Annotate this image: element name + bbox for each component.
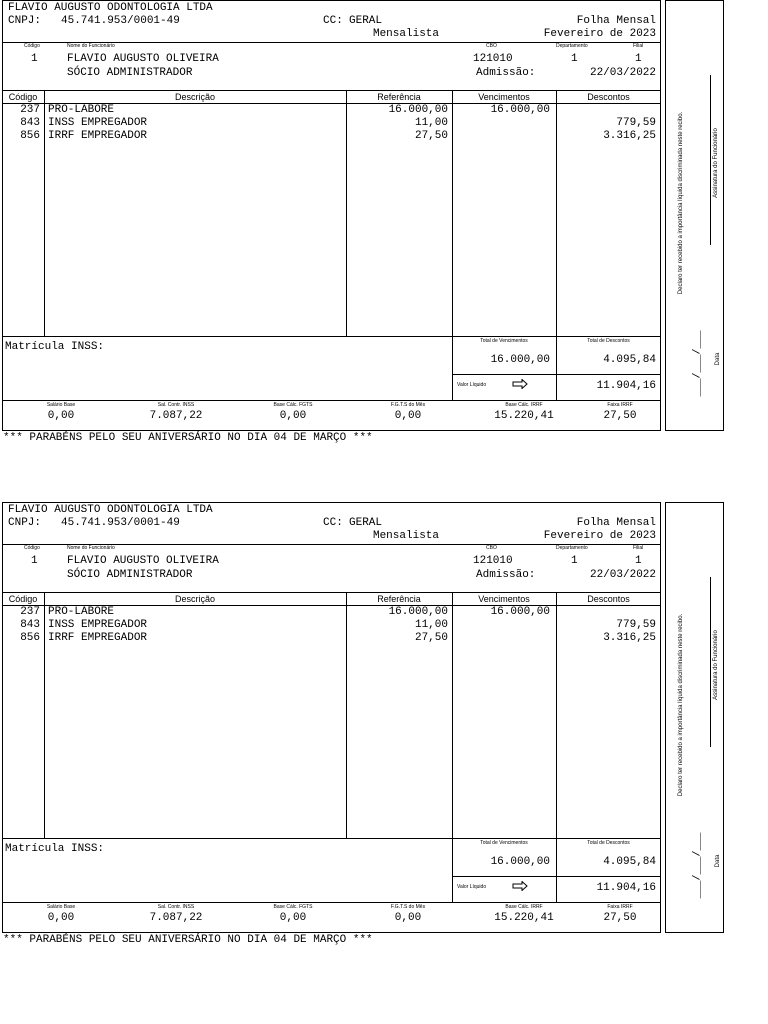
birthday-message: *** PARABÉNS PELO SEU ANIVERSÁRIO NO DIA 04 DE MARÇO *** — [3, 934, 373, 946]
cc-label: CC: — [323, 517, 343, 529]
employee-name-label: Nome do Funcionário — [67, 545, 115, 551]
total-earnings: 16.000,00 — [490, 354, 550, 366]
net-value: 11.904,16 — [596, 882, 656, 894]
base-label: Base Cálc. FGTS — [273, 402, 313, 408]
arrow-right-icon — [512, 881, 528, 891]
total-earnings-label: Total de Vencimentos — [480, 338, 528, 344]
base-value: 0,00 — [47, 410, 75, 422]
cnpj-value: 45.741.953/0001-49 — [61, 517, 180, 529]
payslip — [0, 502, 768, 952]
row-description: IRRF EMPREGADOR — [48, 632, 148, 644]
row-reference: 11,00 — [414, 117, 448, 129]
base-value: 15.220,41 — [494, 410, 554, 422]
row-earnings: 16.000,00 — [490, 606, 550, 618]
employee-name: FLAVIO AUGUSTO OLIVEIRA — [67, 53, 219, 65]
cnpj-label: CNPJ: — [8, 15, 42, 27]
net-value-label: Valor Líquido — [457, 884, 487, 890]
base-label: Sal. Contr. INSS — [157, 402, 195, 408]
admission-label: Admissão: — [476, 569, 536, 581]
cnpj-label: CNPJ: — [8, 517, 42, 529]
base-label: Salário Base — [46, 904, 76, 910]
row-code: 843 — [20, 619, 40, 631]
col-header-description: Descrição — [174, 594, 215, 604]
total-earnings-label: Total de Vencimentos — [480, 840, 528, 846]
row-code: 856 — [20, 632, 40, 644]
row-reference: 27,50 — [414, 632, 448, 644]
col-header-reference: Referência — [377, 92, 421, 102]
cbo-label: CBO — [486, 545, 497, 551]
col-header-earnings: Vencimentos — [478, 92, 530, 102]
admission-label: Admissão: — [476, 67, 536, 79]
signature-label: Assinatura do Funcionário — [713, 128, 719, 198]
divider — [452, 876, 661, 877]
divider — [2, 902, 661, 903]
base-label: Sal. Contr. INSS — [157, 904, 195, 910]
employee-code: 1 — [31, 555, 38, 567]
row-code: 237 — [20, 606, 40, 618]
row-description: INSS EMPREGADOR — [48, 619, 148, 631]
divider — [2, 838, 661, 839]
divider — [2, 400, 661, 401]
department-value: 1 — [571, 555, 578, 567]
cc-value: GERAL — [349, 517, 383, 529]
employee-type: Mensalista — [372, 530, 439, 542]
col-header-code: Código — [8, 92, 38, 102]
matricula-label: Matrícula INSS: — [5, 341, 105, 353]
receipt-declaration: Declaro ter recebido a importância líquida discriminada neste recibo. — [678, 613, 684, 797]
total-deductions-label: Total de Descontos — [587, 338, 630, 344]
base-label: Faixa IRRF — [607, 402, 633, 408]
net-value: 11.904,16 — [596, 380, 656, 392]
base-value: 0,00 — [47, 912, 75, 924]
net-value-label: Valor Líquido — [457, 382, 487, 388]
base-label: F.G.T.S do Mês — [390, 402, 426, 408]
sheet-type: Folha Mensal — [576, 517, 656, 529]
arrow-right-icon — [512, 379, 528, 389]
col-header-earnings: Vencimentos — [478, 594, 530, 604]
employee-name-label: Nome do Funcionário — [67, 43, 115, 49]
employee-code-label: Código — [24, 545, 40, 551]
base-value: 0,00 — [279, 410, 307, 422]
birthday-message: *** PARABÉNS PELO SEU ANIVERSÁRIO NO DIA 04 DE MARÇO *** — [3, 432, 373, 444]
base-value: 0,00 — [394, 912, 422, 924]
row-code: 843 — [20, 117, 40, 129]
row-description: INSS EMPREGADOR — [48, 117, 148, 129]
base-label: F.G.T.S do Mês — [390, 904, 426, 910]
divider — [452, 374, 661, 375]
row-deductions: 779,59 — [616, 117, 656, 129]
cnpj-value: 45.741.953/0001-49 — [61, 15, 180, 27]
col-header-deductions: Descontos — [587, 594, 630, 604]
col-header-description: Descrição — [174, 92, 215, 102]
date-label: Data — [715, 854, 721, 868]
row-deductions: 3.316,25 — [603, 632, 656, 644]
employee-code: 1 — [31, 53, 38, 65]
period: Fevereiro de 2023 — [543, 530, 656, 542]
row-deductions: 779,59 — [616, 619, 656, 631]
employee-name: FLAVIO AUGUSTO OLIVEIRA — [67, 555, 219, 567]
column-line — [44, 90, 45, 336]
row-code: 237 — [20, 104, 40, 116]
row-deductions: 3.316,25 — [603, 130, 656, 142]
base-value: 0,00 — [394, 410, 422, 422]
base-label: Base Cálc. IRRF — [505, 402, 543, 408]
row-reference: 16.000,00 — [388, 104, 448, 116]
col-header-reference: Referência — [377, 594, 421, 604]
cc-label: CC: — [323, 15, 343, 27]
total-deductions-label: Total de Descontos — [587, 840, 630, 846]
total-deductions: 4.095,84 — [603, 856, 656, 868]
date-label: Data — [715, 352, 721, 366]
total-deductions: 4.095,84 — [603, 354, 656, 366]
base-value: 7.087,22 — [149, 912, 203, 924]
cc-value: GERAL — [349, 15, 383, 27]
company-name: FLAVIO AUGUSTO ODONTOLOGIA LTDA — [8, 2, 213, 14]
divider — [2, 336, 661, 337]
base-label: Faixa IRRF — [607, 904, 633, 910]
cbo-value: 121010 — [473, 555, 513, 567]
date-field: ___/___/___ — [692, 832, 704, 899]
row-description: PRO-LABORE — [48, 606, 115, 618]
payslip — [0, 0, 768, 450]
department-value: 1 — [571, 53, 578, 65]
base-value: 7.087,22 — [149, 410, 203, 422]
signature-label: Assinatura do Funcionário — [713, 630, 719, 700]
row-reference: 27,50 — [414, 130, 448, 142]
col-header-code: Código — [8, 594, 38, 604]
base-value: 27,50 — [603, 912, 637, 924]
row-description: IRRF EMPREGADOR — [48, 130, 148, 142]
row-code: 856 — [20, 130, 40, 142]
signature-line — [710, 577, 711, 747]
total-earnings: 16.000,00 — [490, 856, 550, 868]
divider — [2, 90, 661, 91]
sheet-type: Folha Mensal — [576, 15, 656, 27]
base-label: Base Cálc. IRRF — [505, 904, 543, 910]
row-description: PRO-LABORE — [48, 104, 115, 116]
column-line — [44, 592, 45, 838]
branch-value: 1 — [635, 53, 642, 65]
period: Fevereiro de 2023 — [543, 28, 656, 40]
row-reference: 16.000,00 — [388, 606, 448, 618]
company-name: FLAVIO AUGUSTO ODONTOLOGIA LTDA — [8, 504, 213, 516]
base-label: Salário Base — [46, 402, 76, 408]
signature-line — [710, 75, 711, 245]
employee-role: SÓCIO ADMINISTRADOR — [67, 569, 193, 581]
department-label: Departamento — [556, 545, 588, 551]
date-field: ___/___/___ — [692, 330, 704, 397]
admission-date: 22/03/2022 — [589, 67, 656, 79]
cbo-label: CBO — [486, 43, 497, 49]
branch-value: 1 — [635, 555, 642, 567]
employee-code-label: Código — [24, 43, 40, 49]
base-value: 15.220,41 — [494, 912, 554, 924]
base-value: 27,50 — [603, 410, 637, 422]
branch-label: Filial — [633, 43, 644, 49]
col-header-deductions: Descontos — [587, 92, 630, 102]
divider — [2, 592, 661, 593]
admission-date: 22/03/2022 — [589, 569, 656, 581]
row-reference: 11,00 — [414, 619, 448, 631]
employee-role: SÓCIO ADMINISTRADOR — [67, 67, 193, 79]
employee-type: Mensalista — [372, 28, 439, 40]
cbo-value: 121010 — [473, 53, 513, 65]
base-value: 0,00 — [279, 912, 307, 924]
department-label: Departamento — [556, 43, 588, 49]
branch-label: Filial — [633, 545, 644, 551]
receipt-declaration: Declaro ter recebido a importância líquida discriminada neste recibo. — [678, 111, 684, 295]
base-label: Base Cálc. FGTS — [273, 904, 313, 910]
row-earnings: 16.000,00 — [490, 104, 550, 116]
matricula-label: Matrícula INSS: — [5, 843, 105, 855]
